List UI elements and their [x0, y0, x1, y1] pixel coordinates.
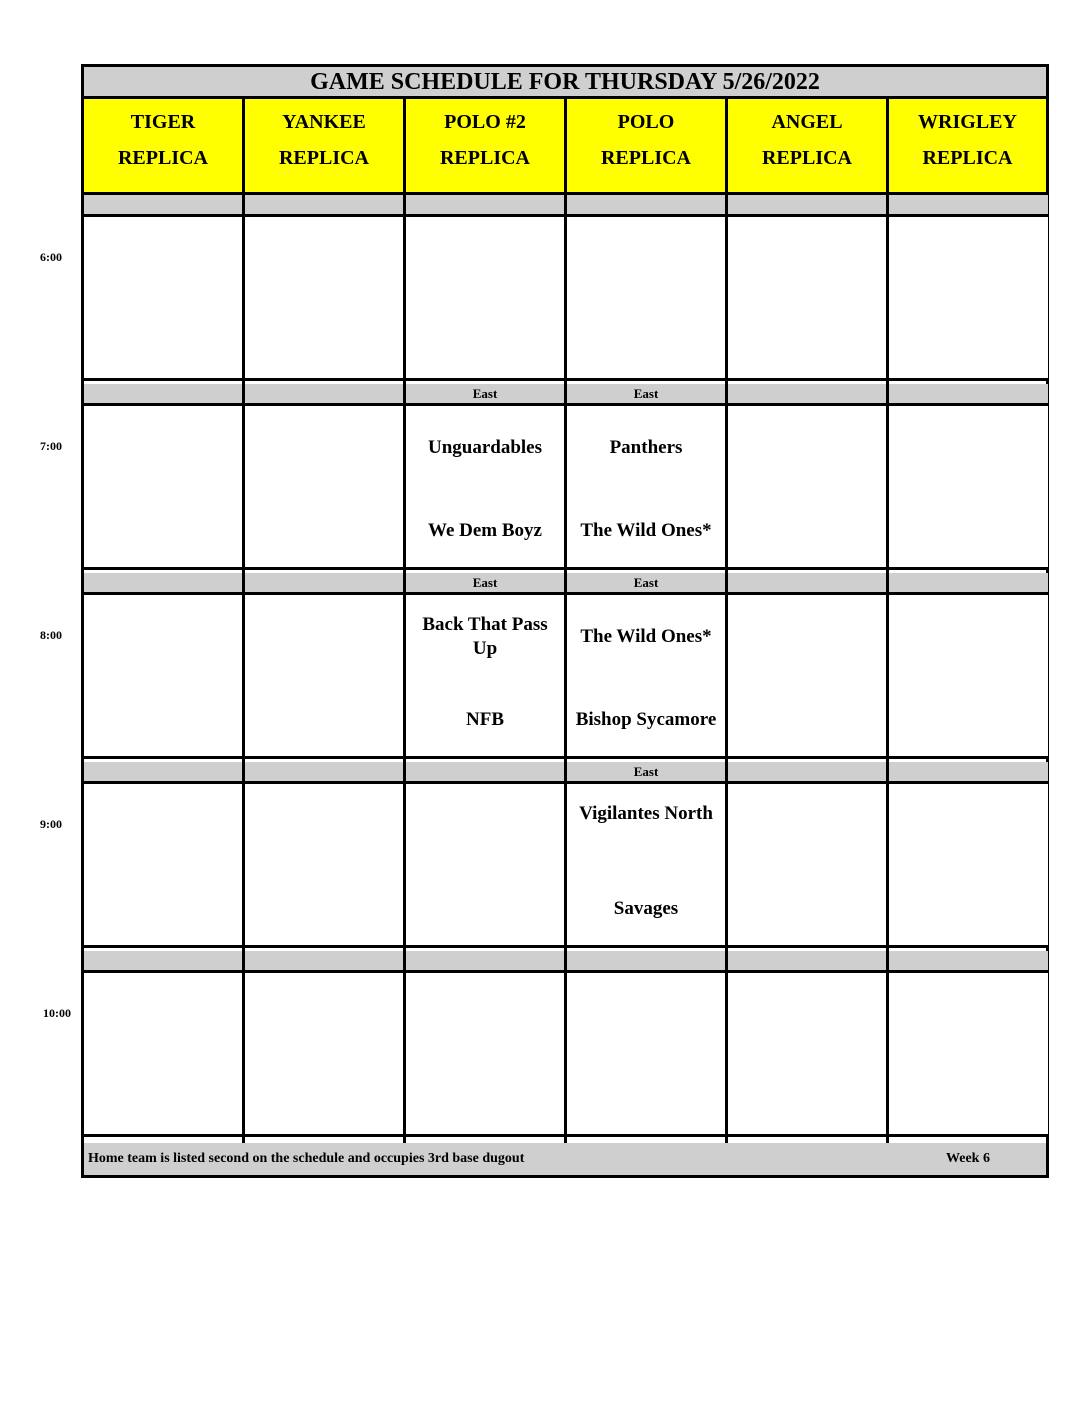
game-cell [406, 217, 564, 381]
game-cell [889, 784, 1048, 948]
field-subtitle: REPLICA [117, 147, 208, 169]
game-cell [567, 595, 725, 759]
slot-label-band [245, 951, 403, 973]
slot-label-band [245, 762, 403, 784]
field-name: POLO #2 [444, 111, 526, 133]
slot-label-band: East [406, 573, 564, 595]
field-name: TIGER [130, 111, 196, 133]
game-cell [567, 406, 725, 570]
slot-label-band [245, 384, 403, 406]
game-cell [245, 217, 403, 381]
game-cell [567, 784, 725, 948]
game-cell [84, 784, 242, 948]
slot-label-band [406, 951, 564, 973]
footer-note: Home team is listed second on the schedule and occupies 3rd base dugout [88, 1151, 525, 1166]
week-label: Week 6 [946, 1151, 990, 1166]
game-cell [406, 406, 564, 570]
game-cell [728, 973, 886, 1137]
slot-label-band [84, 573, 242, 595]
field-subtitle: REPLICA [922, 147, 1013, 169]
home-team: We Dem Boyz [428, 520, 542, 541]
field-subtitle: REPLICA [761, 147, 852, 169]
slot-label-band [245, 195, 403, 217]
slot-label-band [245, 573, 403, 595]
slot-label-band [728, 195, 886, 217]
slot-label-band [889, 762, 1048, 784]
slot-label-band: East [567, 573, 725, 595]
column-divider [242, 99, 245, 1143]
game-cell [567, 973, 725, 1137]
game-cell [406, 595, 564, 759]
game-cell [84, 595, 242, 759]
field-header [84, 99, 242, 195]
time-label: 9:00 [40, 817, 62, 831]
home-team: Bishop Sycamore [575, 709, 717, 730]
field-name: WRIGLEY [918, 111, 1017, 133]
home-team: The Wild Ones* [580, 520, 712, 541]
slot-label-band: East [567, 384, 725, 406]
slot-label-band [728, 384, 886, 406]
field-header [406, 99, 564, 195]
field-header [728, 99, 886, 195]
field-subtitle: REPLICA [278, 147, 369, 169]
slot-label-band [889, 573, 1048, 595]
slot-label-band: East [567, 762, 725, 784]
field-subtitle: REPLICA [600, 147, 691, 169]
game-cell [567, 217, 725, 381]
game-cell [728, 406, 886, 570]
game-cell [728, 784, 886, 948]
field-header [889, 99, 1046, 195]
away-team: Unguardables [427, 437, 543, 458]
column-divider [564, 99, 567, 1143]
slot-label-band [889, 384, 1048, 406]
game-cell [245, 595, 403, 759]
away-team: The Wild Ones* [580, 626, 712, 647]
game-cell [245, 973, 403, 1137]
field-header [567, 99, 725, 195]
slot-label-band [728, 951, 886, 973]
field-name: YANKEE [282, 111, 366, 133]
game-cell [406, 973, 564, 1137]
game-cell [84, 973, 242, 1137]
game-cell [245, 406, 403, 570]
slot-label-band [84, 951, 242, 973]
slot-label-band [84, 384, 242, 406]
game-cell [728, 217, 886, 381]
slot-label-band: East [406, 384, 564, 406]
game-cell [889, 217, 1048, 381]
slot-label-band [84, 195, 242, 217]
field-name: ANGEL [771, 111, 843, 133]
game-cell [889, 973, 1048, 1137]
game-cell [728, 595, 886, 759]
slot-label-band [728, 573, 886, 595]
slot-label-band [567, 195, 725, 217]
game-cell [245, 784, 403, 948]
game-cell [889, 595, 1048, 759]
column-divider [886, 99, 889, 1143]
home-team: NFB [466, 709, 504, 730]
field-subtitle: REPLICA [439, 147, 530, 169]
slot-label-band [889, 951, 1048, 973]
time-label: 10:00 [43, 1006, 71, 1020]
slot-label-band [567, 951, 725, 973]
game-cell [84, 217, 242, 381]
page-title: GAME SCHEDULE FOR THURSDAY 5/26/2022 [84, 67, 1046, 99]
footer [84, 1143, 1046, 1175]
slot-label-band [406, 195, 564, 217]
slot-label-band [406, 762, 564, 784]
time-label: 8:00 [40, 628, 62, 642]
away-team: Back That Pass Up [422, 614, 548, 659]
field-header [245, 99, 403, 195]
time-label: 7:00 [40, 439, 62, 453]
slot-label-band [889, 195, 1048, 217]
time-label: 6:00 [40, 250, 62, 264]
slot-label-band [84, 762, 242, 784]
slot-label-band [728, 762, 886, 784]
game-cell [84, 406, 242, 570]
field-name: POLO [617, 111, 675, 133]
away-team: Vigilantes North [579, 803, 713, 824]
away-team: Panthers [609, 437, 683, 458]
column-divider [403, 99, 406, 1143]
column-divider [725, 99, 728, 1143]
home-team: Savages [613, 898, 679, 919]
game-cell [406, 784, 564, 948]
schedule-sheet [81, 64, 1049, 1178]
game-cell [889, 406, 1048, 570]
